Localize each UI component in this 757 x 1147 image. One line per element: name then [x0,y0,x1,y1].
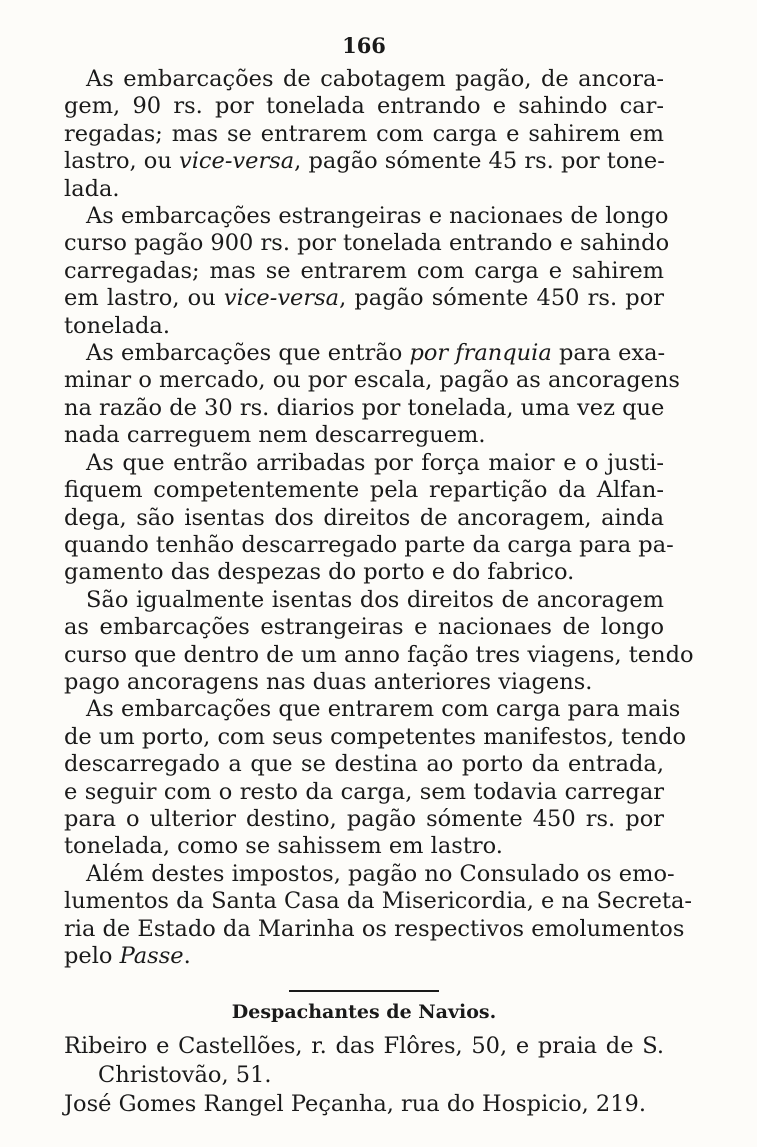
text-line: descarregado a que se destina ao porto da entrada, [64,751,664,778]
paragraph [64,340,680,450]
text-line: Além destes impostos, pagão no Consulado os emo- [86,860,675,887]
dispatcher-line: José Gomes Rangel Peçanha, rua do Hospicio, 219. [64,1091,647,1118]
text-segment: , pagão sómente 45 rs. por tone- [294,148,665,175]
text-line [64,943,664,970]
text-line: carregadas; mas se entrarem com carga e sahirem [64,257,664,284]
italic-text: vice-versa [179,148,295,175]
text-line: pago ancoragens nas duas anteriores viagens. [64,668,593,695]
dispatcher-entry [64,1090,664,1119]
text-line [64,148,664,175]
text-line: As que entrão arribadas por força maior e o justi- [86,449,664,476]
text-line: tonelada. [64,312,170,339]
text-line: as embarcações estrangeiras e nacionaes de longo [64,614,664,641]
dispatcher-line: Ribeiro e Castellões, r. das Flôres, 50, e praia de S. [64,1033,664,1060]
document-page [64,30,694,1119]
paragraph [64,586,694,697]
paragraph [64,860,692,971]
text-segment: lastro, ou [64,148,179,175]
text-line: As embarcações de cabotagem pagão, de ancora- [86,66,664,92]
italic-text: Passe [119,943,184,969]
text-line: tonelada, como se sahissem em lastro. [64,833,503,860]
paragraph [64,696,687,860]
text-line [64,340,664,367]
dispatcher-entry [64,1032,664,1090]
text-line: de um porto, com seus competentes manifestos, tendo [64,723,687,750]
text-line: e seguir com o resto da carga, sem todavia carregar [64,778,664,805]
page-number: 166 [342,33,386,58]
text-line: São igualmente isentas dos direitos de ancoragem [86,586,664,613]
text-line: As embarcações estrangeiras e nacionaes de longo [86,203,669,230]
paragraph [64,449,674,587]
text-segment: , pagão sómente 450 rs. por [339,285,664,312]
text-line [64,285,664,312]
text-line: minar o mercado, ou por escala, pagão as ancoragens [64,367,680,394]
text-segment: As embarcações que entrão [86,340,410,367]
dispatcher-list [64,1032,664,1119]
text-line: lumentos da Santa Casa da Misericordia, e na Secreta- [64,888,692,915]
section-heading: Despachantes de Navios. [231,1001,497,1024]
italic-text: vice-versa [223,285,340,312]
text-segment: em lastro, ou [64,285,224,312]
body-text [64,66,694,970]
text-line: gem, 90 rs. por tonelada entrando e sahindo car- [64,93,664,120]
text-line: lada. [64,175,120,202]
dispatcher-line: Christovão, 51. [98,1062,272,1089]
text-line: para o ulterior destino, pagão sómente 450 rs. por [64,805,664,832]
text-line: ria de Estado da Marinha os respectivos emolumentos [64,915,685,942]
text-line: regadas; mas se entrarem com carga e sahirem em [64,120,664,147]
text-line: curso que dentro de um anno fação tres viagens, tendo [64,641,694,668]
paragraph [64,66,664,203]
section-divider [289,990,439,992]
text-line: gamento das despezas do porto e do fabrico. [64,559,575,586]
text-line: dega, são isentas dos direitos de ancoragem, ainda [64,504,664,531]
text-line: curso pagão 900 rs. por tonelada entrando e sahindo [64,230,670,257]
text-line: na razão de 30 rs. diarios por tonelada, uma vez que [64,394,665,421]
text-segment: pelo [64,943,120,969]
paragraph [64,203,670,340]
text-segment: . [183,943,191,969]
text-line: fiquem competentemente pela repartição da Alfan- [64,477,664,504]
text-segment: para exa- [551,340,666,367]
italic-text: por franquia [409,340,552,367]
text-line: As embarcações que entrarem com carga para mais [86,696,681,723]
text-line: nada carreguem nem descarreguem. [64,422,486,449]
text-line: quando tenhão descarregado parte da carga para pa- [64,531,674,558]
